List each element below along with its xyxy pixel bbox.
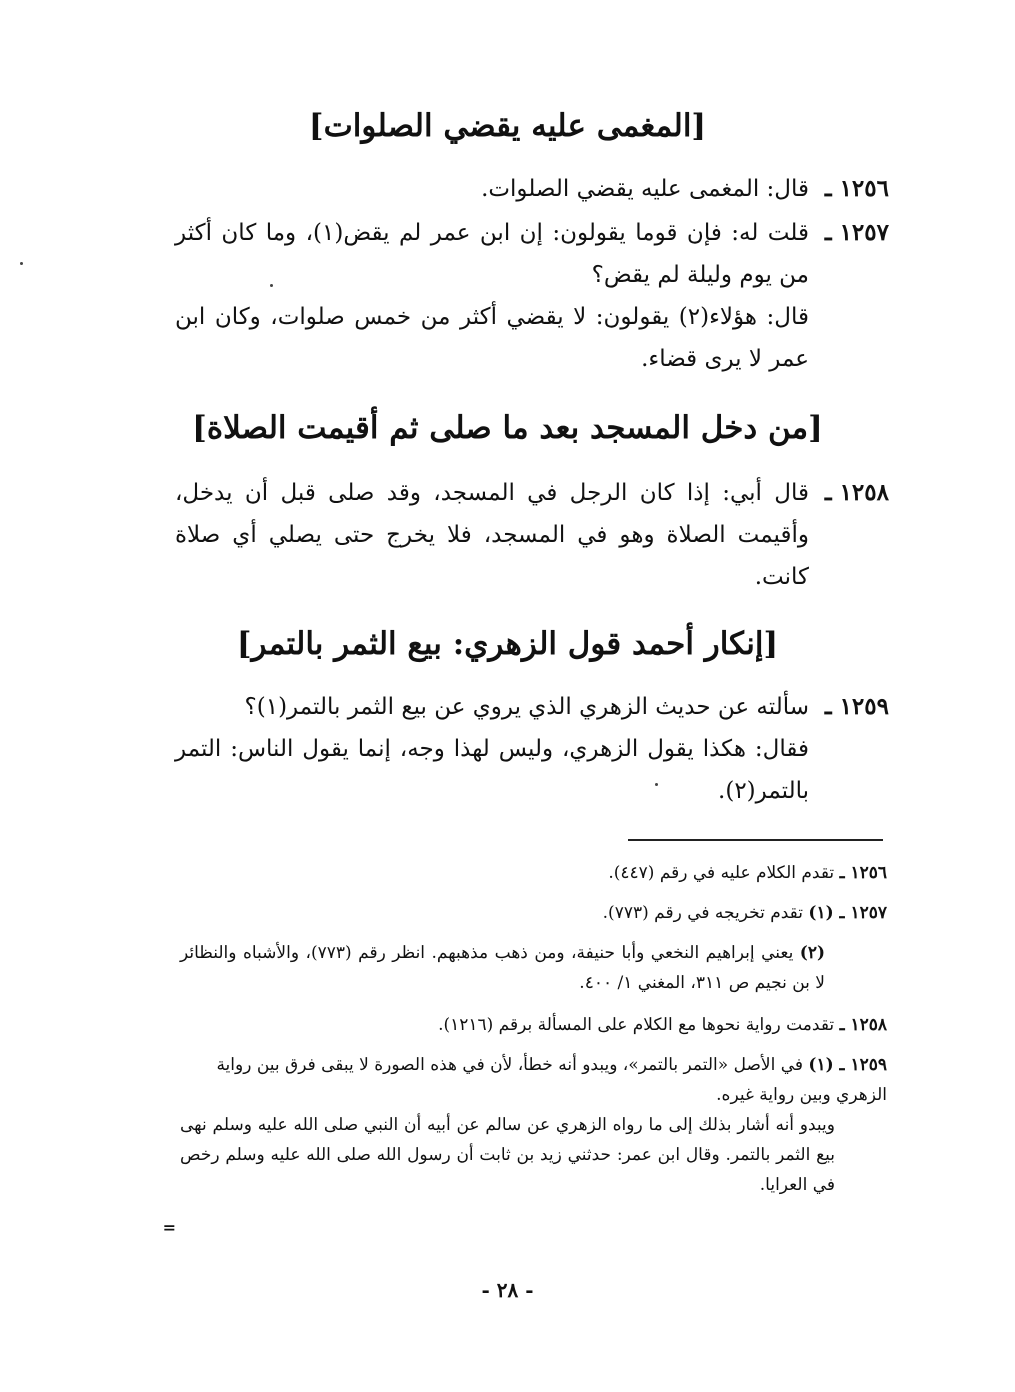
scan-speck [270,284,273,287]
page-number: - ٢٨ - [481,1278,534,1302]
footnote-text: تقدم تخريجه في رقم (٧٧٣). [602,903,803,923]
footnote-text: تقدمت رواية نحوها مع الكلام على المسألة برقم (١٢١٦). [438,1015,835,1035]
section-heading: [من دخل المسجد بعد ما صلى ثم أقيمت الصلاة] [192,410,823,446]
footnote-1257-2 [180,938,887,998]
footnote-text-continued: ويبدو أنه أشار بذلك إلى ما رواه الزهري عن سالم عن أبيه أن النبي صلى الله عليه وسلم نهى بيع الثمر بالتمر. وقال ابن عمر: حدثني زيد بن ثابت أن رسول الله صلى الله عليه وسلم رخص في العرايا. [180,1115,835,1195]
footnote-number: ١٢٥٦ ـ [839,863,887,883]
footnote-1257-1 [180,898,887,928]
footnote-number: ١٢٥٧ ـ (١) [808,903,887,923]
footnote-number: ١٢٥٩ ـ (١) [808,1055,887,1075]
entry-text-continued: فقال: هكذا يقول الزهري، وليس لهذا وجه، إنما يقول الناس: التمر بالتمر(٢). [175,736,809,804]
footnote-1256 [180,858,887,888]
entry-number: ١٢٥٩ ـ [824,693,889,720]
entry-text: قال: المغمى عليه يقضي الصلوات. [481,176,809,202]
footnote-text: في الأصل «التمر بالتمر»، ويبدو أنه خطأ، لأن في هذه الصورة لا يبقى فرق بين رواية الزهري وبين رواية غيره. [216,1055,887,1105]
section-heading: [إنكار أحمد قول الزهري: بيع الثمر بالتمر] [236,626,779,662]
entry-number: ١٢٥٨ ـ [824,479,889,506]
entry-text: قال أبي: إذا كان الرجل في المسجد، وقد صلى قبل أن يدخل، وأقيمت الصلاة وهو في المسجد، فلا يخرج حتى يصلي أي صلاة كانت. [175,480,809,590]
entry-number: ١٢٥٧ ـ [824,219,889,246]
entry-1258 [175,472,887,598]
footnote-separator [628,839,883,841]
footnote-number: ١٢٥٨ ـ [839,1015,887,1035]
footnote-1258 [180,1010,887,1040]
footnote-number: (٢) [799,943,825,963]
footnote-1259-1 [180,1050,887,1200]
scan-speck [20,262,23,265]
scan-speck [655,783,658,786]
section-heading: [المغمى عليه يقضي الصلوات] [308,108,707,144]
entry-number: ١٢٥٦ ـ [824,175,889,202]
entry-1259 [175,686,887,812]
entry-text-continued: قال: هؤلاء(٢) يقولون: لا يقضي أكثر من خمس صلوات، وكان ابن عمر لا يرى قضاء. [175,304,809,372]
entry-1257 [175,212,887,380]
margin-mark: = [162,1218,176,1237]
footnote-text: تقدم الكلام عليه في رقم (٤٤٧). [608,863,835,883]
entry-1256 [175,168,887,210]
entry-text: سألته عن حديث الزهري الذي يروي عن بيع الثمر بالتمر(١)؟ [244,694,809,720]
footnote-text: يعني إبراهيم النخعي وأبا حنيفة، ومن ذهب مذهبهم. انظر رقم (٧٧٣)، والأشباه والنظائر لا بن نجيم ص ٣١١، المغني ١/ ٤٠٠. [180,943,825,993]
entry-text: قلت له: فإن قوما يقولون: إن ابن عمر لم يقض(١)، وما كان أكثر من يوم وليلة لم يقض؟ [175,220,809,288]
